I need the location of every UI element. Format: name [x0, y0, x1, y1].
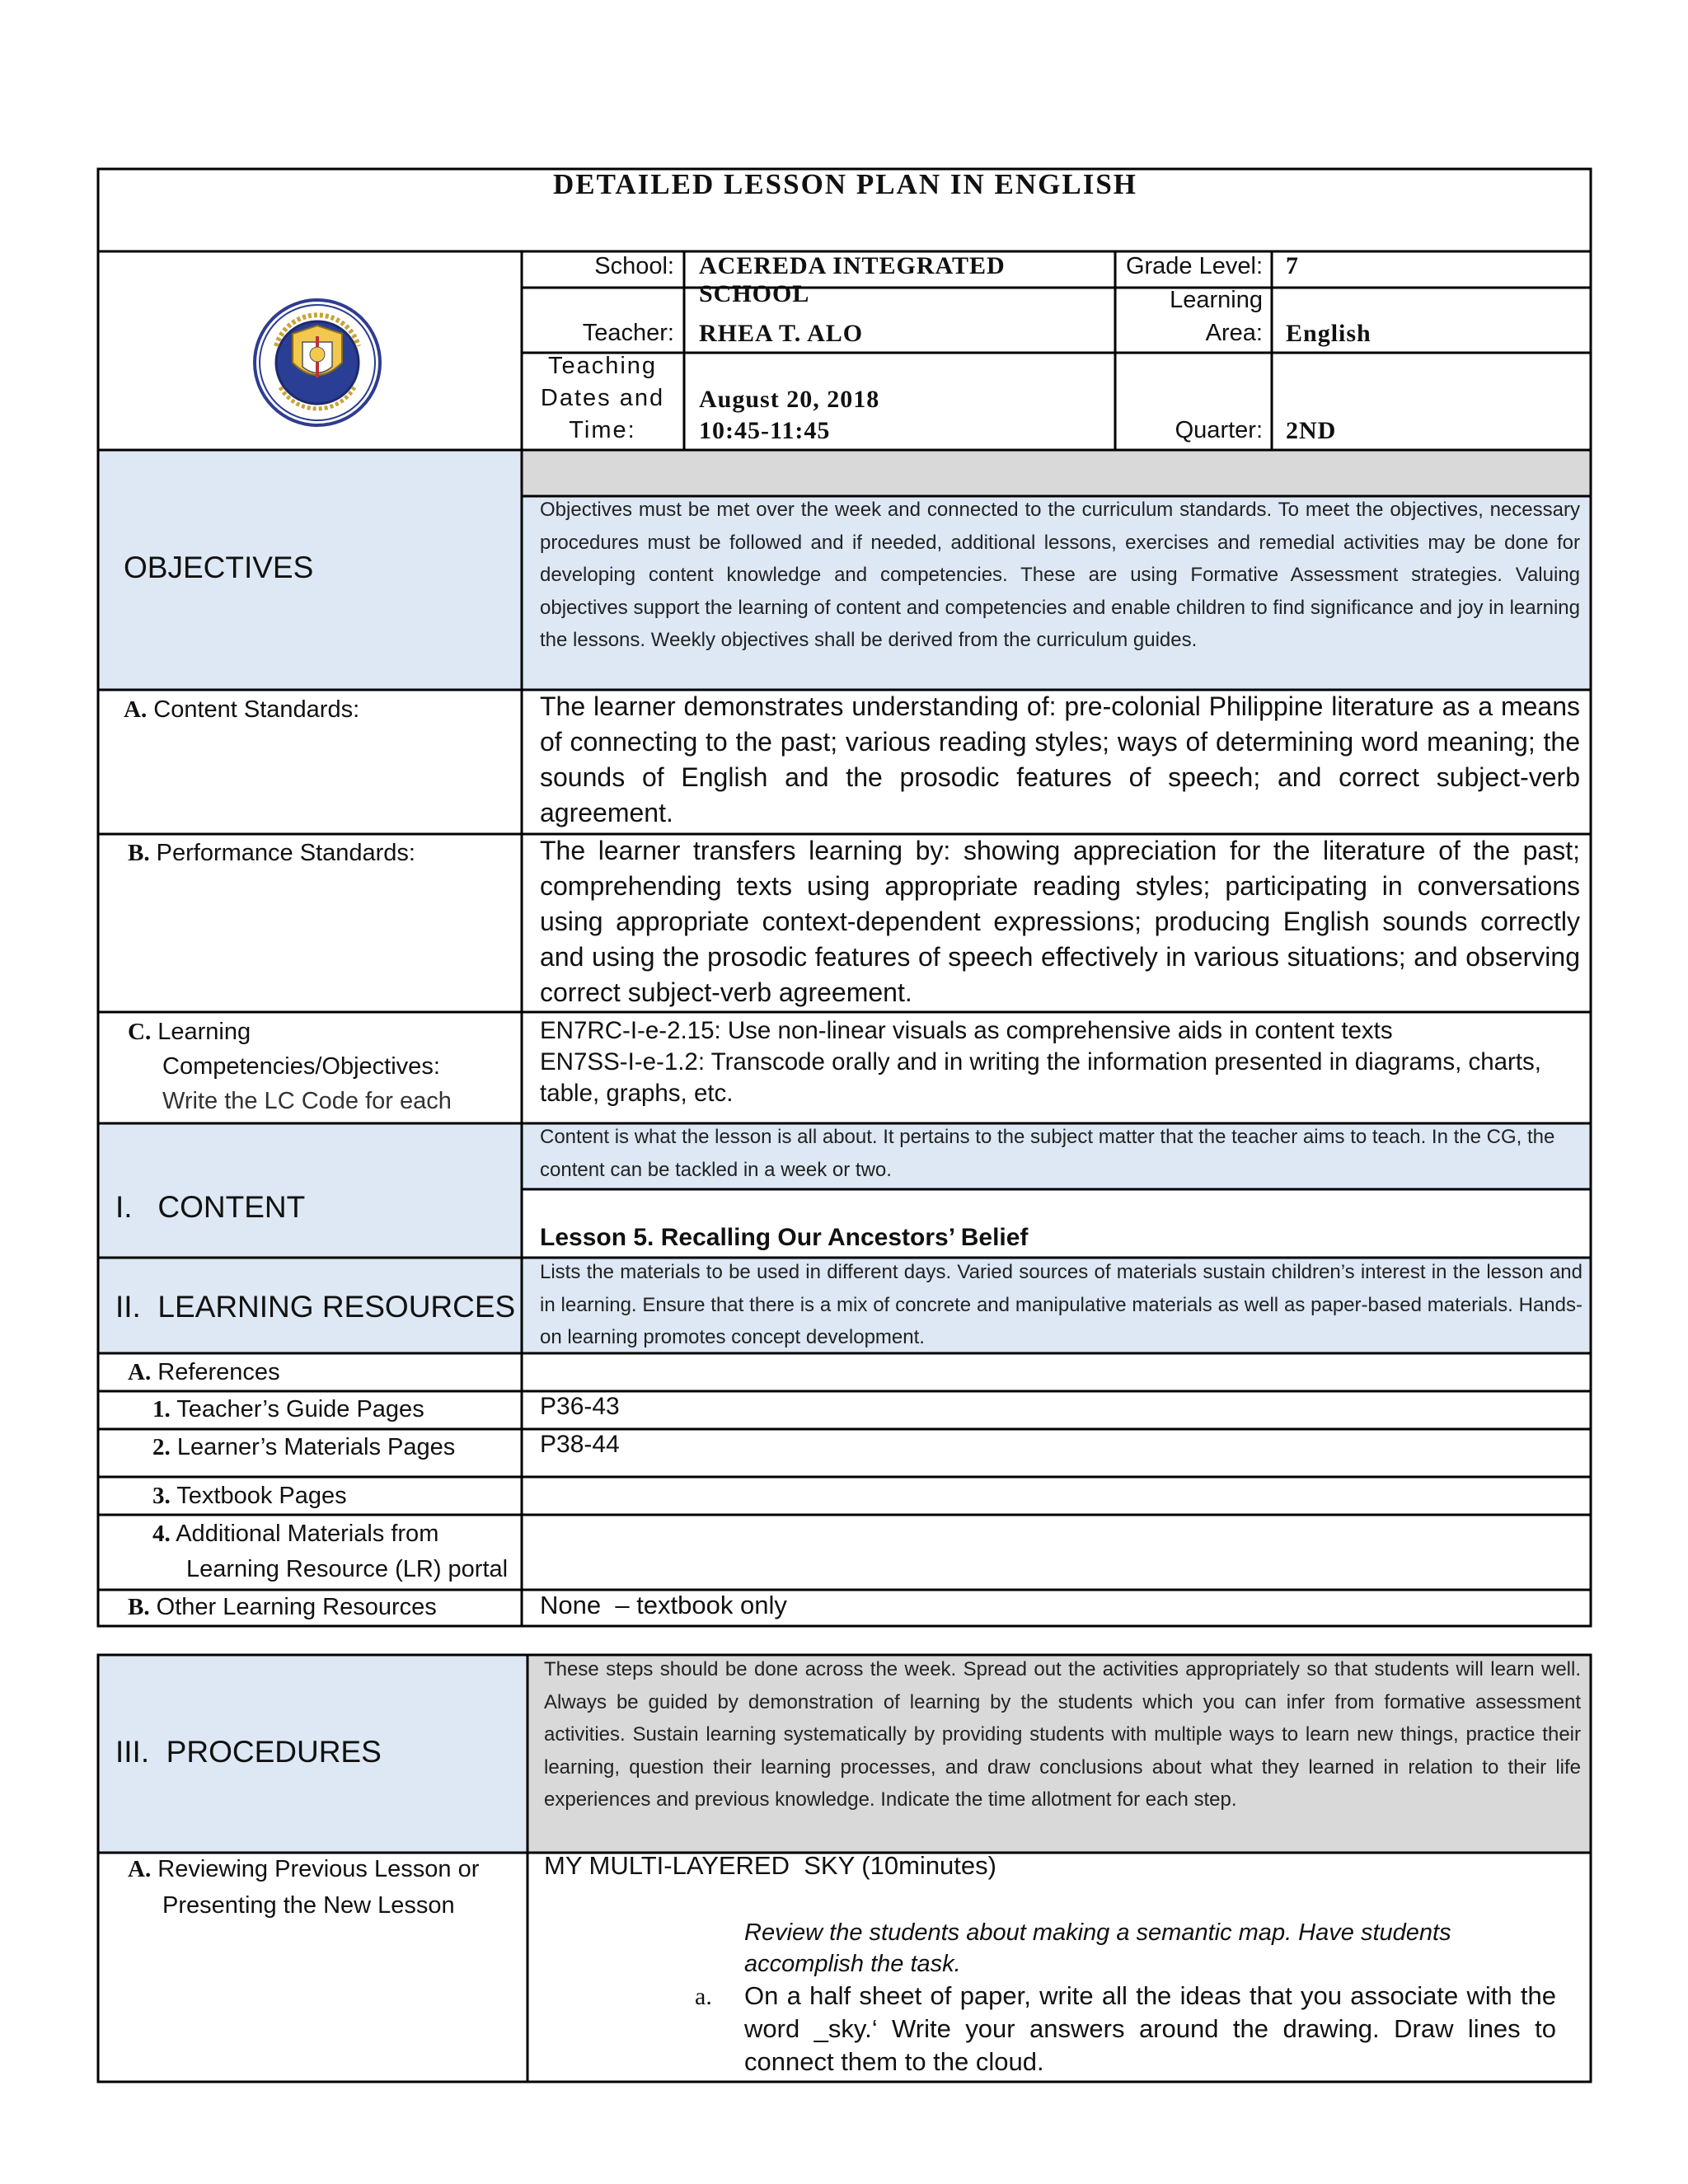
objectives-note: Objectives must be met over the week and connected to the curriculum standards. To meet the objectives, necessary procedures must be followed and if needed, additional lessons, exercises and remedial activities may be done for developing content knowledge and competencies. These are using Formative Assessment strategies. Valuing objectives support the learning of content and competencies and enable children to find significance and joy in learning the lessons. Weekly objectives shall be derived from the curriculum guides. [540, 499, 1580, 651]
teaching-dates-label-3: Time: [569, 417, 636, 443]
teacher-value: RHEA T. ALO [699, 320, 864, 347]
competencies-letter: C. [128, 1019, 152, 1045]
learning-resources-heading: II. LEARNING RESOURCES [115, 1290, 516, 1324]
am-num: 4. [152, 1521, 171, 1547]
lm-num: 2. [152, 1434, 171, 1460]
activity-title: MY MULTI-LAYERED SKY (10minutes) [544, 1851, 996, 1880]
teacher-label: Teacher: [582, 320, 674, 346]
review-label-1: Reviewing Previous Lesson or [157, 1856, 480, 1882]
competency-2: EN7SS-I-e-1.2: Transcode orally and in writing the information presented in diagrams, charts, table, graphs, etc. [540, 1048, 1542, 1107]
quarter-value: 2ND [1286, 417, 1337, 444]
other-resources-value: None – textbook only [540, 1591, 787, 1619]
date-value: August 20, 2018 [699, 386, 880, 413]
teaching-dates-label-2: Dates and [540, 385, 665, 411]
deped-seal-logo [251, 297, 383, 429]
references-label [128, 1359, 280, 1386]
tg-value: P36-43 [540, 1393, 620, 1420]
other-resources-label [128, 1594, 437, 1621]
tg-num: 1. [152, 1396, 171, 1422]
grade-level-value: 7 [1286, 252, 1299, 279]
review-label [128, 1856, 479, 1883]
review-label-2: Presenting the New Lesson [162, 1892, 455, 1919]
learning-resources-note: Lists the materials to be used in different days. Varied sources of materials sustain children’s interest in the lesson and in learning. Ensure that there is a mix of concrete and manipulative materials as well as paper-based materials. Hands-on learning promotes concept development. [540, 1261, 1582, 1348]
activity-instruction: Review the students about making a semantic map. Have students accomplish the task. [744, 1919, 1451, 1977]
content-standards-text-label: Content Standards: [153, 696, 360, 723]
school-value: ACEREDA INTEGRATED SCHOOL [699, 252, 1006, 307]
content-heading: I. CONTENT [115, 1190, 306, 1224]
time-value: 10:45-11:45 [699, 417, 831, 444]
tb-num: 3. [152, 1483, 171, 1509]
competencies-label-1: Learning [157, 1019, 251, 1045]
learning-area-value: English [1286, 320, 1372, 347]
procedures-heading: III. PROCEDURES [115, 1735, 382, 1769]
content-standards-letter: A. [124, 696, 148, 723]
other-letter: B. [128, 1594, 150, 1620]
item-a-text: On a half sheet of paper, write all the ideas that you associate with the word _sky.‘ Write your answers around the drawing. Draw lines to connect them to the cloud. [744, 1981, 1556, 2076]
grade-level-label: Grade Level: [1125, 253, 1263, 279]
am-label-2: Learning Resource (LR) portal [186, 1556, 509, 1582]
lesson-title: Lesson 5. Recalling Our Ancestors’ Belief [540, 1224, 1029, 1251]
performance-standards-label [128, 840, 415, 867]
item-a-marker: a. [695, 1983, 712, 2010]
am-text-1: Additional Materials from [176, 1521, 439, 1547]
competencies-label-row-1 [128, 1019, 251, 1046]
performance-standards-text: The learner transfers learning by: showing appreciation for the literature of the past; comprehending texts using appropriate reading styles; participating in conversations using appropriate context-dependent expressions; producing English sounds correctly and using the prosodic features of speech effectively in various situations; and observing correct subject-verb agreement. [540, 836, 1580, 1007]
competency-1: EN7RC-I-e-2.15: Use non-linear visuals as comprehensive aids in content texts [540, 1017, 1393, 1044]
learning-area-label-1: Learning [1170, 287, 1263, 313]
teaching-dates-label-1: Teaching [547, 353, 658, 379]
review-letter: A. [128, 1856, 152, 1882]
content-standards-label [124, 696, 359, 724]
page-title: DETAILED LESSON PLAN IN ENGLISH [552, 168, 1138, 200]
lm-text: Learner’s Materials Pages [176, 1434, 456, 1460]
performance-standards-letter: B. [128, 840, 150, 866]
content-note: Content is what the lesson is all about. It pertains to the subject matter that the teacher aims to teach. In the CG, the content can be tackled in a week or two. [540, 1126, 1555, 1181]
competencies-label-2: Competencies/Objectives: [162, 1053, 440, 1080]
quarter-label: Quarter: [1175, 417, 1263, 443]
learning-area-label-2: Area: [1205, 320, 1263, 346]
other-text: Other Learning Resources [156, 1594, 437, 1620]
school-label: School: [594, 253, 674, 279]
tg-text: Teacher’s Guide Pages [176, 1396, 424, 1422]
references-text: References [157, 1359, 280, 1385]
competencies-label-3: Write the LC Code for each [162, 1088, 452, 1114]
tb-text: Textbook Pages [176, 1483, 347, 1509]
performance-standards-text-label: Performance Standards: [156, 840, 415, 866]
references-letter: A. [128, 1359, 152, 1385]
am-label [152, 1521, 438, 1548]
tb-label [152, 1483, 347, 1510]
tg-label [152, 1396, 424, 1423]
content-standards-text: The learner demonstrates understanding of: pre-colonial Philippine literature as a means of connecting to the past; various reading styles; ways of determining word meaning; the sounds of English and the prosodic features of speech; and correct subject-verb agreement. [540, 691, 1580, 827]
procedures-note: These steps should be done across the week. Spread out the activities appropriately so that students will learn well. Always be guided by demonstration of learning by the students which you can infer from formative assessment activities. Sustain learning systematically by providing students with multiple ways to learn new things, practice their learning, question their learning processes, and draw conclusions about what they learned in relation to their life experiences and previous knowledge. Indicate the time allotment for each step. [544, 1658, 1581, 1811]
objectives-heading: OBJECTIVES [124, 551, 314, 584]
lm-label [152, 1434, 455, 1461]
lm-value: P38-44 [540, 1431, 620, 1458]
